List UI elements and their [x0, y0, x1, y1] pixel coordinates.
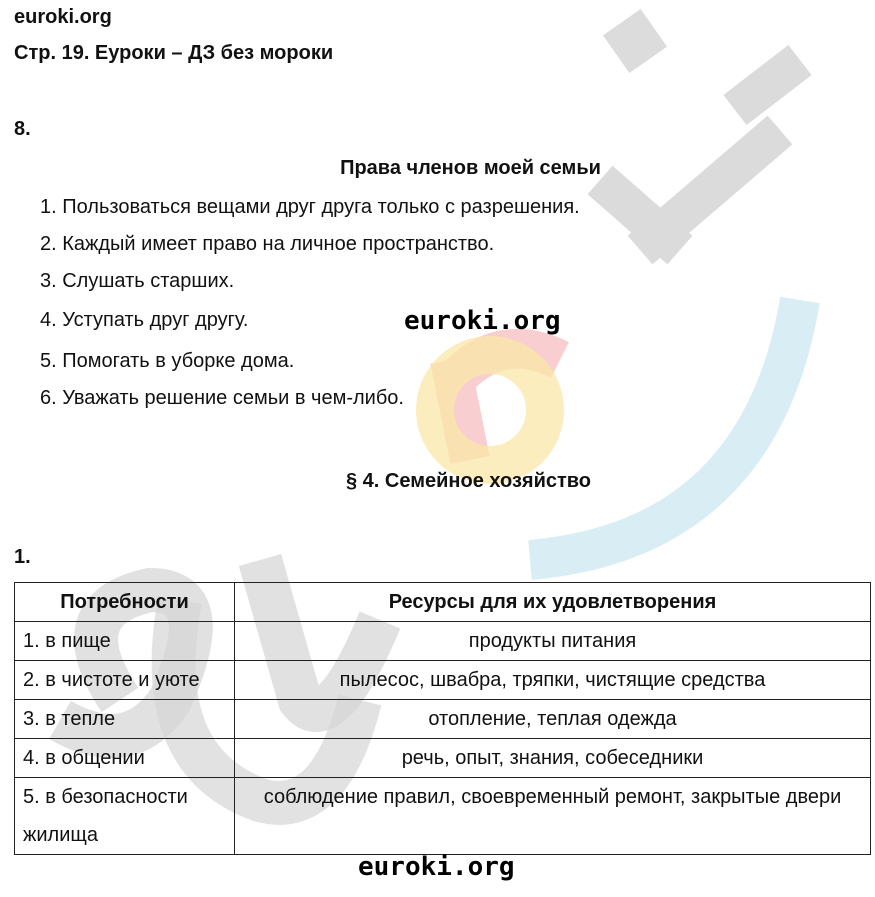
list-item: 3. Слушать старших.	[40, 270, 235, 292]
inline-watermark: euroki.org	[404, 306, 561, 336]
table-row	[15, 778, 871, 855]
resource-cell: речь, опыт, знания, собеседники	[235, 739, 871, 778]
resource-cell: соблюдение правил, своевременный ремонт, закрытые двери	[235, 778, 871, 855]
table-row	[15, 661, 871, 700]
need-cell: 2. в чистоте и уюте	[15, 661, 235, 700]
column-header-resources: Ресурсы для их удовлетворения	[235, 583, 871, 622]
list-item: 2. Каждый имеет право на личное пространство.	[40, 233, 495, 255]
rights-heading: Права членов моей семьи	[340, 157, 601, 179]
list-item: 6. Уважать решение семьи в чем-либо.	[40, 387, 404, 409]
task-8-number: 8.	[14, 118, 31, 140]
column-header-needs: Потребности	[15, 583, 235, 622]
resource-cell: пылесос, швабра, тряпки, чистящие средства	[235, 661, 871, 700]
resource-cell: продукты питания	[235, 622, 871, 661]
page-reference: Стр. 19. Еуроки – ДЗ без мороки	[14, 42, 334, 64]
table-header-row	[15, 583, 871, 622]
needs-table	[14, 582, 871, 855]
resource-cell: отопление, теплая одежда	[235, 700, 871, 739]
table-row	[15, 700, 871, 739]
list-item: 1. Пользоваться вещами друг друга только с разрешения.	[40, 196, 580, 218]
task-1-number: 1.	[14, 546, 31, 568]
table-row	[15, 622, 871, 661]
table-row	[15, 739, 871, 778]
list-item: 5. Помогать в уборке дома.	[40, 350, 295, 372]
need-cell: 1. в пище	[15, 622, 235, 661]
site-header: euroki.org	[14, 6, 112, 28]
need-cell: 3. в тепле	[15, 700, 235, 739]
list-item: 4. Уступать друг другу.	[40, 309, 249, 331]
footer-watermark: euroki.org	[358, 852, 515, 882]
section-heading: § 4. Семейное хозяйство	[345, 470, 592, 492]
need-cell: 5. в безопасности жилища	[15, 778, 235, 855]
need-cell: 4. в общении	[15, 739, 235, 778]
